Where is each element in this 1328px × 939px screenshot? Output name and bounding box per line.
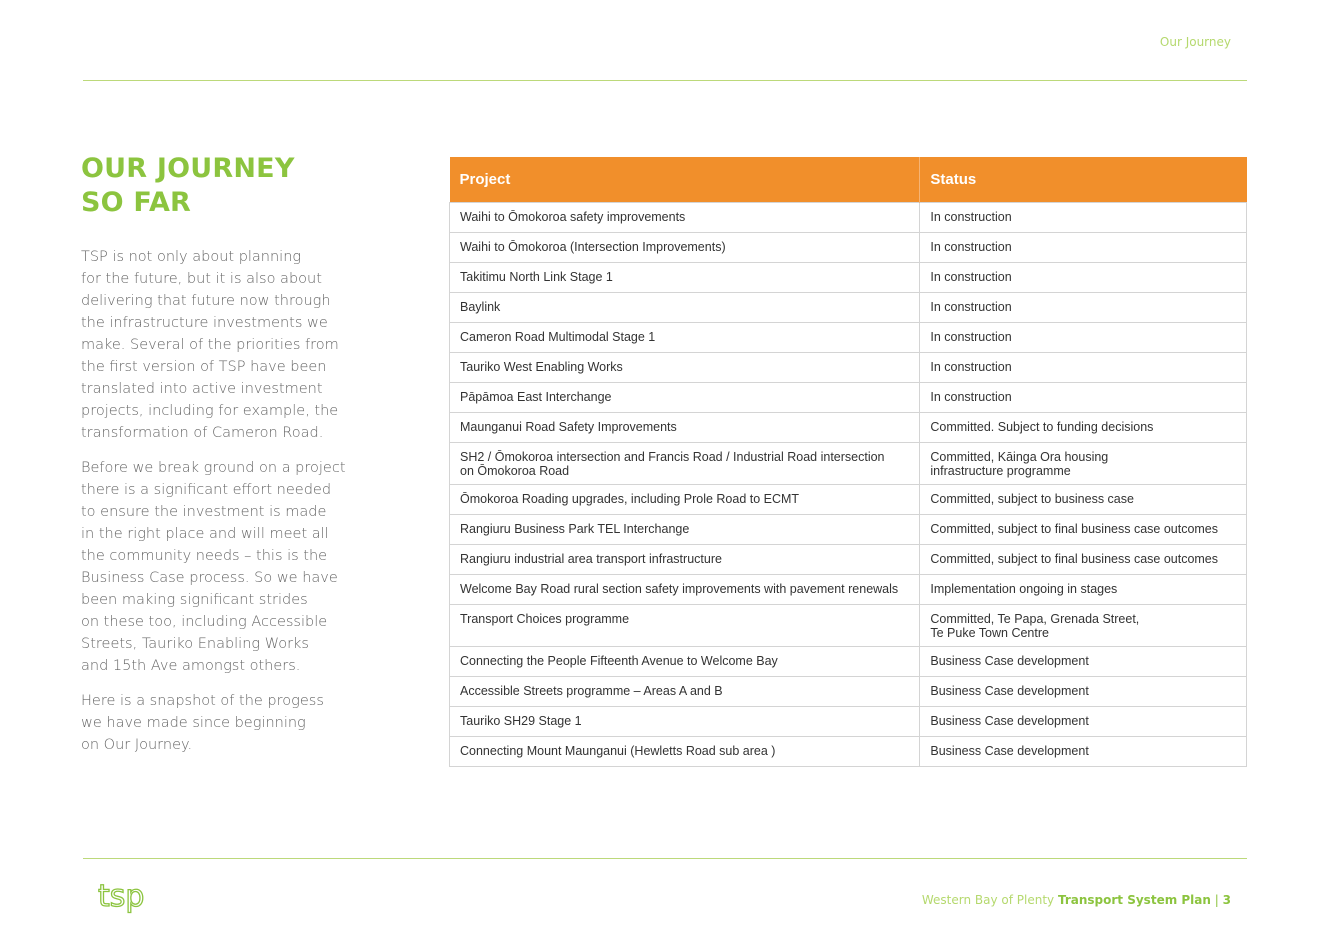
- intro-line: TSP is not only about planning: [81, 249, 302, 265]
- status-cell: [920, 413, 1247, 443]
- intro-line: in the right place and will meet all: [81, 526, 329, 542]
- table-row: [450, 647, 1247, 677]
- status-cell: [920, 677, 1247, 707]
- page-title-line: OUR JOURNEY: [81, 153, 295, 184]
- intro-line: make. Several of the priorities from: [81, 337, 339, 353]
- intro-line: to ensure the investment is made: [81, 504, 327, 520]
- table-row: [450, 443, 1247, 485]
- table-row: [450, 605, 1247, 647]
- project-cell: [450, 647, 920, 677]
- status-cell: [920, 323, 1247, 353]
- project-cell-text: Cameron Road Multimodal Stage 1: [460, 330, 656, 344]
- intro-line: the first version of TSP have been: [81, 359, 327, 375]
- column-header-status: Status: [920, 157, 1247, 203]
- status-cell-text: Business Case development: [930, 714, 1089, 728]
- table-row: [450, 545, 1247, 575]
- intro-paragraph: [81, 457, 346, 677]
- status-cell-text: In construction: [930, 270, 1012, 284]
- status-cell: [920, 647, 1247, 677]
- table-row: [450, 203, 1247, 233]
- footer-divider: [83, 858, 1247, 859]
- project-cell: [450, 233, 920, 263]
- status-cell: [920, 605, 1247, 647]
- project-cell-text: Takitimu North Link Stage 1: [460, 270, 613, 284]
- table-row: [450, 383, 1247, 413]
- status-cell: [920, 203, 1247, 233]
- project-cell-text: Waihi to Ōmokoroa (Intersection Improvements): [460, 240, 726, 254]
- intro-line: on these too, including Accessible: [81, 614, 328, 630]
- project-cell-text: Connecting the People Fifteenth Avenue to Welcome Bay: [460, 654, 778, 668]
- project-cell-text: Ōmokoroa Roading upgrades, including Prole Road to ECMT: [460, 492, 800, 506]
- status-cell-text: Committed. Subject to funding decisions: [930, 420, 1154, 434]
- project-cell-text: Tauriko SH29 Stage 1: [460, 714, 582, 728]
- header-divider: [83, 80, 1247, 81]
- status-cell-text: Business Case development: [930, 684, 1089, 698]
- status-cell-text: In construction: [930, 300, 1012, 314]
- intro-line: on Our Journey.: [81, 737, 193, 753]
- page-title: [81, 152, 295, 220]
- intro-line: Here is a snapshot of the progess: [81, 693, 324, 709]
- status-cell: [920, 737, 1247, 767]
- intro-line: there is a significant effort needed: [81, 482, 332, 498]
- table-row: [450, 323, 1247, 353]
- project-cell: [450, 575, 920, 605]
- status-cell-text: infrastructure programme: [930, 464, 1071, 478]
- table-body: [450, 203, 1247, 767]
- intro-line: Before we break ground on a project: [81, 460, 346, 476]
- intro-line: the infrastructure investments we: [81, 315, 328, 331]
- project-cell: [450, 515, 920, 545]
- project-cell: [450, 545, 920, 575]
- status-cell-text: In construction: [930, 240, 1012, 254]
- page-footer: [922, 893, 1231, 907]
- status-cell: [920, 263, 1247, 293]
- project-cell-text: SH2 / Ōmokoroa intersection and Francis Road / Industrial Road intersection: [460, 450, 885, 464]
- intro-line: Business Case process. So we have: [81, 570, 338, 586]
- table-row: [450, 293, 1247, 323]
- page-number: 3: [1222, 893, 1231, 907]
- project-cell: [450, 443, 920, 485]
- project-cell-text: Connecting Mount Maunganui (Hewletts Road sub area ): [460, 744, 776, 758]
- intro-line: transformation of Cameron Road.: [81, 425, 324, 441]
- status-cell-text: Implementation ongoing in stages: [930, 582, 1118, 596]
- intro-text: [81, 246, 346, 769]
- project-cell-text: Rangiuru Business Park TEL Interchange: [460, 522, 690, 536]
- table-header-row: [450, 157, 1247, 203]
- footer-separator: |: [1214, 893, 1219, 907]
- project-cell: [450, 203, 920, 233]
- footer-plan-name: Transport System Plan: [1057, 893, 1211, 907]
- project-cell-text: Transport Choices programme: [460, 612, 630, 626]
- status-cell-text: In construction: [930, 390, 1012, 404]
- page-title-line: SO FAR: [81, 187, 192, 218]
- column-header-project: Project: [450, 157, 920, 203]
- status-cell: [920, 233, 1247, 263]
- table-row: [450, 485, 1247, 515]
- status-cell-text: Committed, Te Papa, Grenada Street,: [930, 612, 1140, 626]
- status-cell: [920, 707, 1247, 737]
- status-cell: [920, 443, 1247, 485]
- status-cell-text: In construction: [930, 330, 1012, 344]
- status-cell-text: Committed, Kāinga Ora housing: [930, 450, 1109, 464]
- status-cell: [920, 515, 1247, 545]
- tsp-logo: [98, 880, 158, 925]
- project-cell-text: Rangiuru industrial area transport infrastructure: [460, 552, 722, 566]
- intro-line: translated into active investment: [81, 381, 323, 397]
- project-cell: [450, 293, 920, 323]
- intro-line: we have made since beginning: [81, 715, 306, 731]
- intro-line: the community needs – this is the: [81, 548, 328, 564]
- intro-line: projects, including for example, the: [81, 403, 339, 419]
- logo-wordmark: tsp: [98, 880, 145, 914]
- table-row: [450, 677, 1247, 707]
- table-row: [450, 707, 1247, 737]
- status-cell: [920, 545, 1247, 575]
- intro-paragraph: [81, 246, 341, 444]
- table-row: [450, 737, 1247, 767]
- status-cell: [920, 383, 1247, 413]
- table-row: [450, 515, 1247, 545]
- project-cell-text: Welcome Bay Road rural section safety improvements with pavement renewals: [460, 582, 899, 596]
- status-cell-text: Te Puke Town Centre: [930, 626, 1049, 640]
- status-cell-text: Committed, subject to business case: [930, 492, 1134, 506]
- project-cell: [450, 353, 920, 383]
- status-cell: [920, 575, 1247, 605]
- project-cell: [450, 413, 920, 443]
- status-cell-text: In construction: [930, 360, 1012, 374]
- table-row: [450, 575, 1247, 605]
- section-label: Our Journey: [1159, 35, 1231, 49]
- project-cell: [450, 677, 920, 707]
- intro-line: and 15th Ave amongst others.: [81, 658, 301, 674]
- footer-region: Western Bay of Plenty: [921, 893, 1055, 907]
- status-cell-text: Business Case development: [930, 654, 1089, 668]
- intro-paragraph: [81, 690, 341, 756]
- intro-line: delivering that future now through: [81, 293, 331, 309]
- table-row: [450, 263, 1247, 293]
- project-cell-text: Baylink: [460, 300, 501, 314]
- table-row: [450, 413, 1247, 443]
- project-cell: [450, 707, 920, 737]
- project-cell-text: Maunganui Road Safety Improvements: [460, 420, 677, 434]
- tsp-logo-icon: [98, 880, 158, 920]
- project-cell: [450, 605, 920, 647]
- table-row: [450, 233, 1247, 263]
- project-cell-text: Pāpāmoa East Interchange: [460, 390, 612, 404]
- project-cell-text: Waihi to Ōmokoroa safety improvements: [460, 210, 686, 224]
- project-cell: [450, 485, 920, 515]
- project-cell: [450, 263, 920, 293]
- projects-table: [449, 157, 1247, 767]
- intro-line: Streets, Tauriko Enabling Works: [81, 636, 309, 652]
- status-cell: [920, 353, 1247, 383]
- status-cell-text: Committed, subject to final business case outcomes: [930, 552, 1219, 566]
- project-cell: [450, 323, 920, 353]
- status-cell-text: Business Case development: [930, 744, 1089, 758]
- project-cell-text: on Ōmokoroa Road: [460, 464, 570, 478]
- status-cell: [920, 293, 1247, 323]
- project-cell-text: Accessible Streets programme – Areas A and B: [460, 684, 723, 698]
- project-cell-text: Tauriko West Enabling Works: [460, 360, 623, 374]
- status-cell-text: In construction: [930, 210, 1012, 224]
- status-cell-text: Committed, subject to final business case outcomes: [930, 522, 1219, 536]
- status-cell: [920, 485, 1247, 515]
- table-row: [450, 353, 1247, 383]
- intro-line: been making significant strides: [81, 592, 308, 608]
- project-cell: [450, 737, 920, 767]
- project-cell: [450, 383, 920, 413]
- intro-line: for the future, but it is also about: [81, 271, 322, 287]
